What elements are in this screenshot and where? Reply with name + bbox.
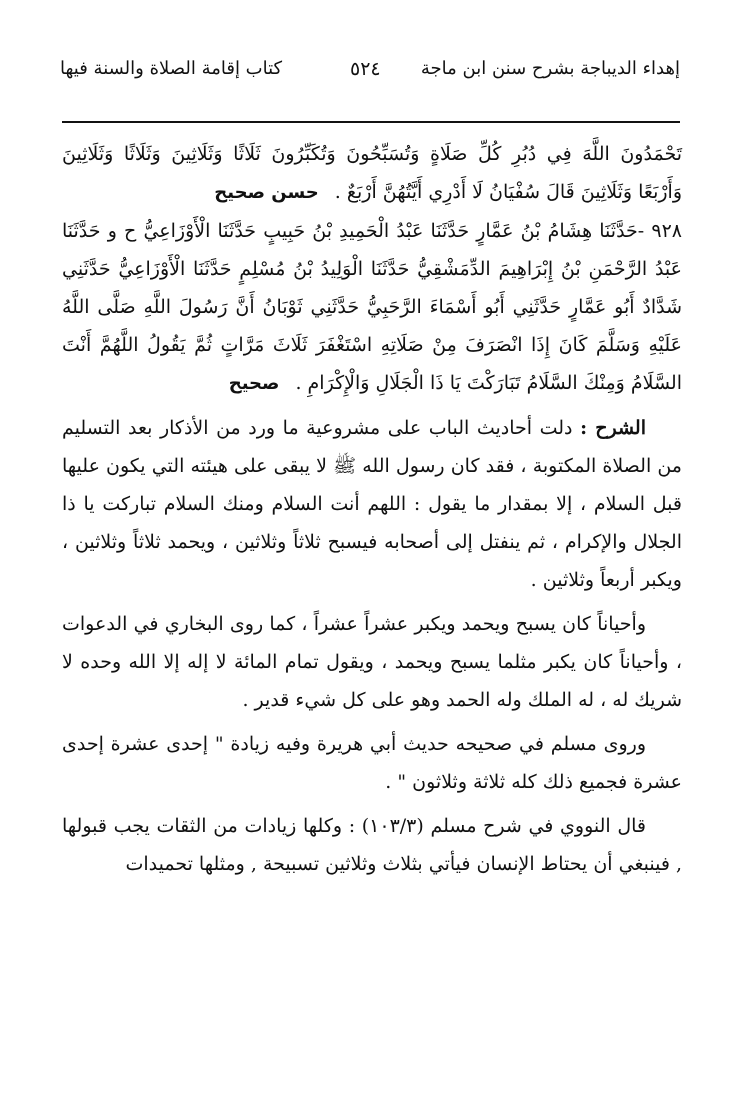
hadith-previous xyxy=(62,135,682,212)
sharh-paragraph-3: وروى مسلم في صحيحه حديث أبي هريرة وفيه زيادة " إحدى عشرة إحدى عشرة فجميع ذلك كله ثلاثة وثلاثون " . xyxy=(62,733,682,793)
page-header xyxy=(60,52,680,86)
sharh-paragraph-2: وأحياناً كان يسبح ويحمد ويكبر عشراً عشراً ، كما روى البخاري في الدعوات ، وأحياناً كان يكبر مثلما يسبح ويحمد ، ويقول تمام المائة لا إله إلا الله وحده لا شريك له ، له الملك وله الحمد وهو على كل شيء قدير . xyxy=(62,613,682,711)
chapter-title: كتاب إقامة الصلاة والسنة فيها xyxy=(60,58,283,79)
hadith-previous-grade: حسن صحيح xyxy=(214,182,319,203)
hadith-previous-text: تَحْمَدُونَ اللَّهَ فِي دُبُرِ كُلِّ صَلَاةٍ وَتُسَبِّحُونَ وَتُكَبِّرُونَ ثَلَاثًا وَثَلَاثِينَ وَثَلَاثًا وَثَلَاثِينَ وَأَرْبَعًا وَثَلَاثِينَ قَالَ سُفْيَانُ لَا أَدْرِي أَيَّتُهُنَّ أَرْبَعٌ . xyxy=(62,143,682,203)
sharh-paragraph-1 xyxy=(62,409,682,599)
sharh-text-1: دلت أحاديث الباب على مشروعية ما ورد من الأذكار بعد التسليم من الصلاة المكتوبة ، فقد كان رسول الله ﷺ لا يبقى على هيئته التي يكون عليها قبل السلام ، إلا بمقدار ما يقول : اللهم أنت السلام ومنك السلام تباركت يا ذا الجلال والإكرام ، ثم ينفتل إلى أصحابه فيسبح ثلاثاً وثلاثين ، ويحمد ثلاثاً وثلاثين ، ويكبر أربعاً وثلاثين . xyxy=(62,417,682,591)
hadith-928 xyxy=(62,212,682,403)
book-title: إهداء الديباجة بشرح سنن ابن ماجة xyxy=(420,58,680,79)
header-rule xyxy=(62,121,680,123)
page-number: ٥٢٤ xyxy=(350,58,381,80)
hadith-928-text: ٩٢٨ -حَدَّثَنَا هِشَامُ بْنُ عَمَّارٍ حَدَّثَنَا عَبْدُ الْحَمِيدِ بْنُ حَبِيبٍ حَدَّثَنَا الْأَوْزَاعِيُّ ح و حَدَّثَنَا عَبْدُ الرَّحْمَنِ بْنُ إِبْرَاهِيمَ الدِّمَشْقِيُّ حَدَّثَنَا الْوَلِيدُ بْنُ مُسْلِمٍ حَدَّثَنَا الْأَوْزَاعِيُّ حَدَّثَنِي شَدَّادٌ أَبُو عَمَّارٍ حَدَّثَنِي أَبُو أَسْمَاءَ الرَّحَبِيُّ حَدَّثَنِي ثَوْبَانُ أَنَّ رَسُولَ اللَّهِ صَلَّى اللَّهُ عَلَيْهِ وَسَلَّمَ كَانَ إِذَا انْصَرَفَ مِنْ صَلَاتِهِ اسْتَغْفَرَ ثَلَاثَ مَرَّاتٍ ثُمَّ يَقُولُ اللَّهُمَّ أَنْتَ السَّلَامُ وَمِنْكَ السَّلَامُ تَبَارَكْتَ يَا ذَا الْجَلَالِ وَالْإِكْرَامِ . xyxy=(62,220,682,394)
page-body xyxy=(62,135,682,883)
sharh-label: الشرح : xyxy=(580,417,646,439)
sharh-paragraph-4: قال النووي في شرح مسلم (١٠٣/٣) : وكلها زيادات من الثقات يجب قبولها , فينبغي أن يحتاط الإنسان فيأتي بثلاث وثلاثين تسبيحة , ومثلها تحميدات xyxy=(62,815,682,875)
hadith-928-grade: صحيح xyxy=(228,373,280,394)
